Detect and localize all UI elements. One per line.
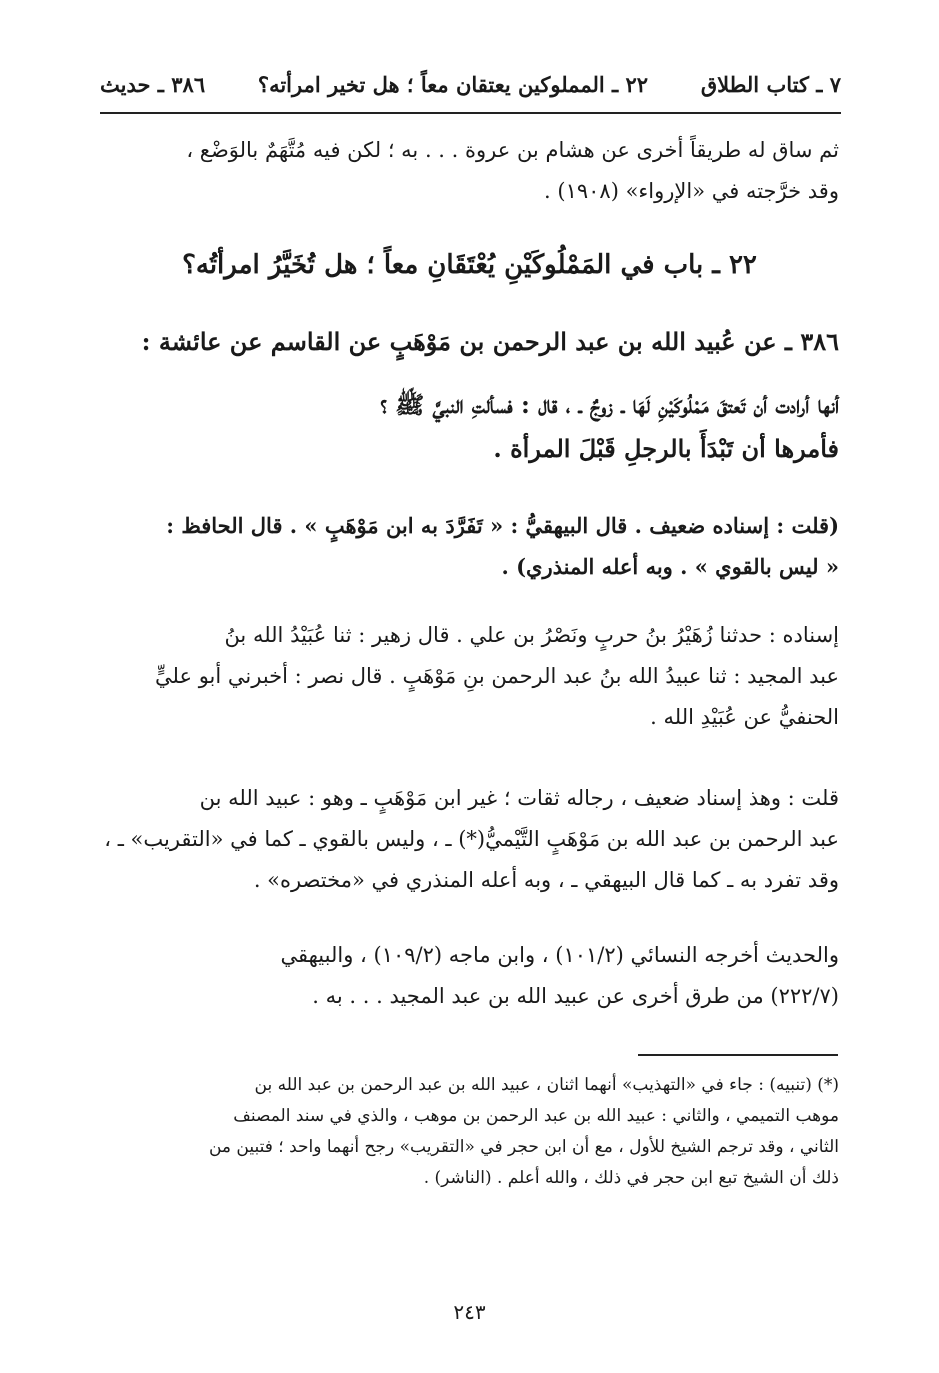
isnad-line: عبد المجيد : ثنا عبيدُ الله بنُ عبد الرحمن بنِ مَوْهَبٍ . قال نصر : أخبرني أبو عليٍّ: [155, 664, 839, 688]
footnote-line: (*) (تنبيه) : جاء في «التهذيب» أنهما اثنان ، عبيد الله بن عبد الرحمن بن عبد الله بن: [254, 1075, 839, 1095]
intro-line: وقد خرَّجته في «الإرواء» (١٩٠٨) .: [544, 179, 839, 203]
chapter-heading: ٢٢ ـ باب في المَمْلُوكَيْنِ يُعْتَقَانِ معاً ؛ هل تُخَيَّرُ امرأتُه؟: [182, 250, 757, 280]
footnote: [100, 1070, 839, 1194]
commentary-paragraph: [100, 778, 839, 901]
header-divider: [100, 112, 841, 114]
hadith-text-line: فأمرها أن تَبْدَأَ بالرجلِ قَبْلَ المرأة .: [493, 434, 839, 463]
isnad-paragraph: [100, 615, 839, 738]
takhrij-line: (٢٢٢/٧) من طرق أخرى عن عبيد الله بن عبد المجيد . . . به .: [312, 984, 839, 1008]
page-number: ٢٤٣: [453, 1300, 486, 1324]
grading-paragraph: [100, 505, 839, 587]
takhrij-line: والحديث أخرجه النسائي (١٠١/٢) ، وابن ماجه (١٠٩/٢) ، والبيهقي: [280, 943, 839, 967]
takhrij-paragraph: [100, 935, 839, 1017]
footnote-line: ذلك أن الشيخ تبع ابن حجر في ذلك ، والله أعلم . (الناشر) .: [423, 1168, 839, 1188]
intro-line: ثم ساق له طريقاً أخرى عن هشام بن عروة . . . به ؛ لكن فيه مُتَّهَمٌ بالوَضْع ،: [186, 138, 839, 162]
hadith-text-line: أنها أرادت أن تَعتقَ مَمْلُوكَيْنِ لَهَا ـ زوجٌ ـ ، قال : فسألتِ النبيَّ ﷺ ؟: [380, 390, 839, 419]
header-hadith-number: ٣٨٦ ـ حديث: [100, 72, 206, 97]
hadith-text: [100, 383, 839, 471]
footnote-line: موهب التميمي ، والثاني : عبيد الله بن عبد الرحمن بن موهب ، والذي في سند المصنف: [233, 1106, 839, 1126]
intro-paragraph: [100, 130, 839, 212]
isnad-line: إسناده : حدثنا زُهَيْرُ بنُ حربٍ ونَصْرُ بن علي . قال زهير : ثنا عُبَيْدُ الله بنُ: [224, 623, 839, 647]
running-header: [100, 72, 841, 97]
commentary-line: وقد تفرد به ـ كما قال البيهقي ـ ، وبه أعله المنذري في «مختصره» .: [253, 868, 839, 892]
footnote-divider: [638, 1054, 838, 1056]
isnad-line: الحنفيُّ عن عُبَيْدِ الله .: [650, 705, 839, 729]
grading-line: « ليس بالقوي » . وبه أعله المنذري) .: [501, 554, 839, 579]
commentary-line: قلت : وهذ إسناد ضعيف ، رجاله ثقات ؛ غير ابن مَوْهَبٍ ـ وهو : عبيد الله بن: [199, 786, 839, 810]
header-book-title: ٧ ـ كتاب الطلاق: [700, 72, 841, 97]
commentary-line: عبد الرحمن بن عبد الله بن مَوْهَبٍ التَّيْميُّ(*) ـ ، وليس بالقوي ـ كما في «التقريب» ـ ،: [104, 827, 839, 851]
grading-line: (قلت : إسناده ضعيف . قال البيهقيُّ : « تَفَرَّدَ به ابن مَوْهَبٍ » . قال الحافظ :: [166, 513, 839, 538]
hadith-chain: ٣٨٦ ـ عن عُبيد الله بن عبد الرحمن بن مَوْهَبٍ عن القاسم عن عائشة :: [141, 327, 839, 356]
header-chapter-title: ٢٢ ـ المملوكين يعتقان معاً ؛ هل تخير امرأته؟: [257, 72, 649, 97]
footnote-line: الثاني ، وقد ترجم الشيخ للأول ، مع أن ابن حجر في «التقريب» رجح أنهما واحد ؛ فتبين من: [208, 1137, 839, 1157]
